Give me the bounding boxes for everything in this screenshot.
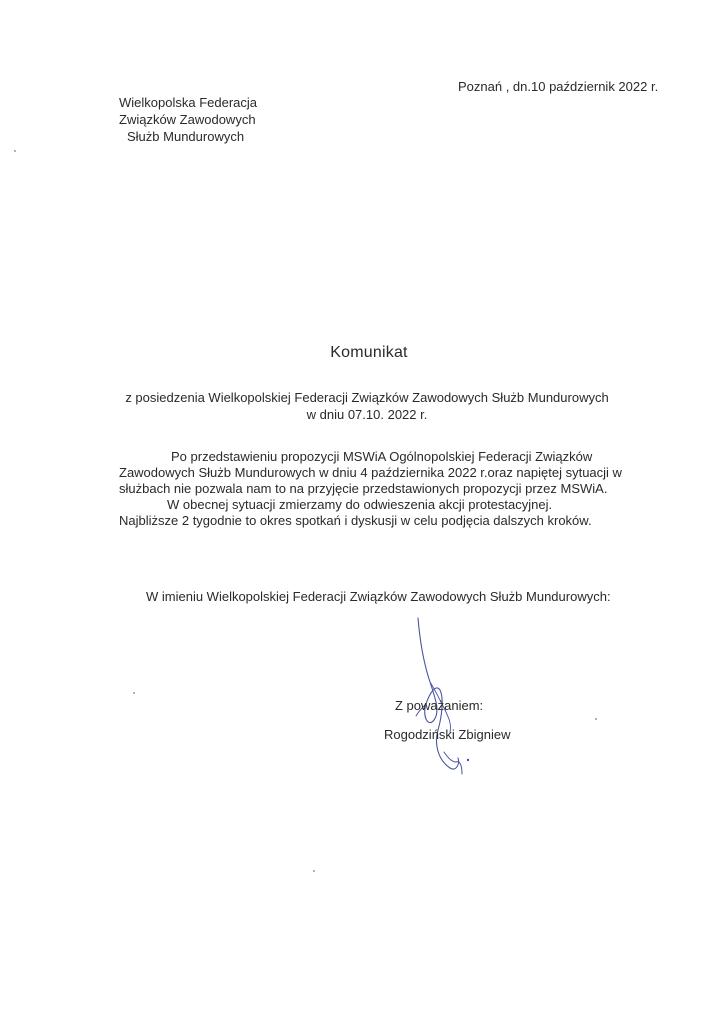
sender-line-1: Wielkopolska Federacja — [119, 95, 258, 110]
body-line-2: Zawodowych Służb Mundurowych w dniu 4 października 2022 r.oraz napiętej sytuacji w — [119, 465, 622, 480]
body-line-5: Najbliższe 2 tygodnie to okres spotkań i dyskusji w celu podjęcia dalszych kroków. — [119, 513, 592, 528]
sender-line-2: Związków Zawodowych — [119, 112, 256, 127]
place-date: Poznań , dn.10 październik 2022 r. — [458, 79, 659, 94]
document-subtitle — [0, 389, 724, 423]
document-title: Komunikat — [330, 344, 408, 361]
scan-speck — [133, 692, 135, 694]
body-paragraph — [119, 449, 622, 529]
body-line-1: Po przedstawieniu propozycji MSWiA Ogólnopolskiej Federacji Związków — [171, 449, 593, 464]
body-line-3: służbach nie pozwala nam to na przyjęcie przedstawionych propozycji przez MSWiA. — [119, 481, 608, 496]
subtitle-line-1: z posiedzenia Wielkopolskiej Federacji Związków Zawodowych Służb Mundurowych — [125, 390, 609, 405]
sender-line-3: Służb Mundurowych — [127, 129, 245, 144]
signer-name: Rogodziński Zbigniew — [384, 727, 511, 742]
body-line-4: W obecnej sytuacji zmierzamy do odwieszenia akcji protestacyjnej. — [167, 497, 553, 512]
scan-speck — [313, 870, 315, 872]
closing-line: W imieniu Wielkopolskiej Federacji Związków Zawodowych Służb Mundurowych: — [146, 589, 611, 604]
scan-speck — [595, 718, 597, 720]
scan-speck — [14, 150, 16, 152]
subtitle-line-2: w dniu 07.10. 2022 r. — [306, 407, 428, 422]
sender-block — [119, 94, 257, 145]
regards-text: Z poważaniem: — [395, 698, 484, 713]
